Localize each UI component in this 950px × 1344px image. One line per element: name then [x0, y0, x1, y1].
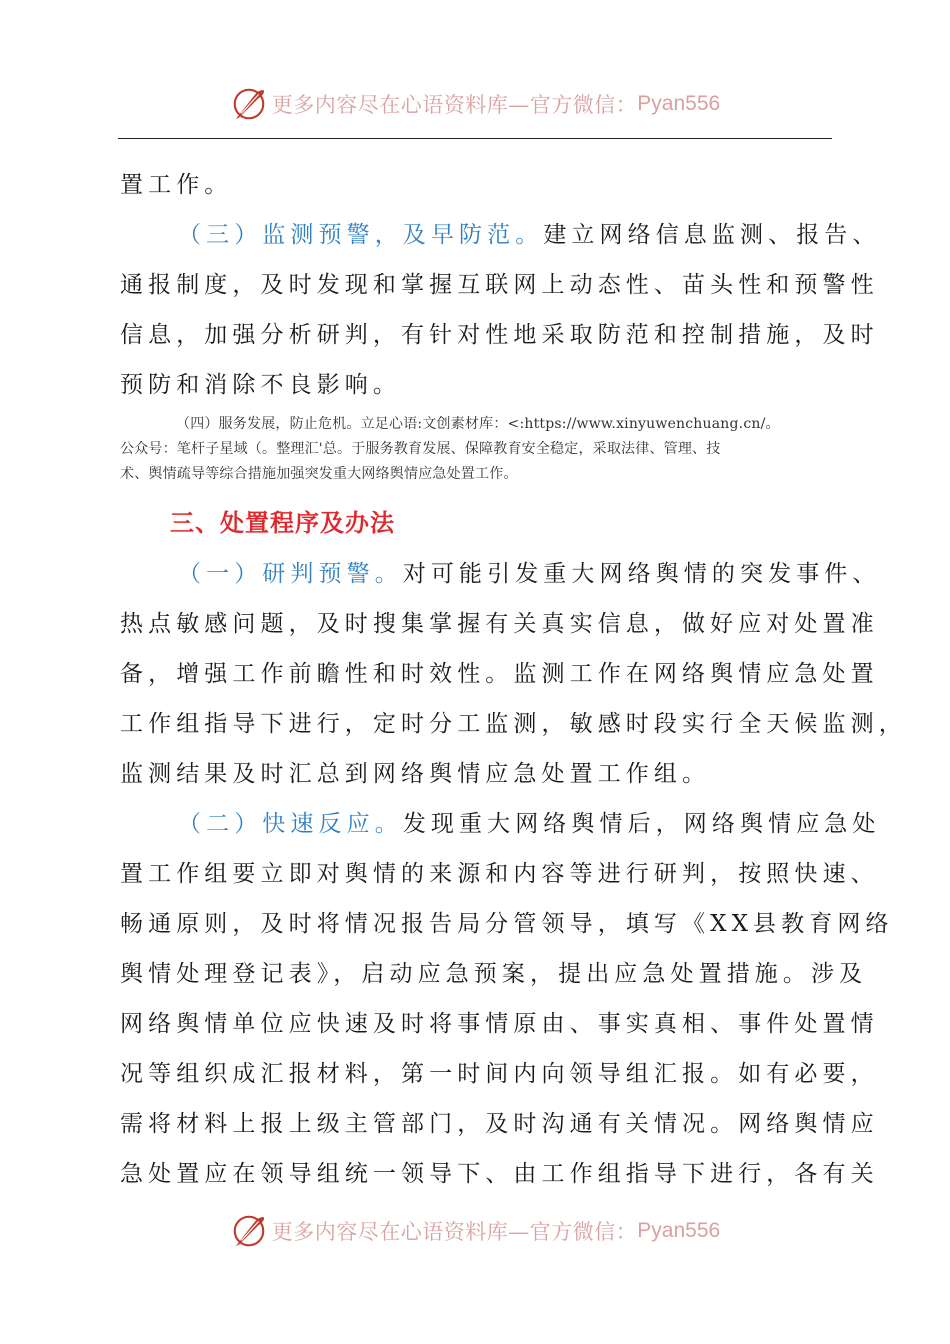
header-divider [118, 138, 832, 139]
paragraph-line: 备，增强工作前瞻性和时效性。监测工作在网络舆情应急处置 [120, 661, 879, 687]
small-print-paragraph [120, 412, 832, 487]
paragraph-line: 畅通原则，及时将情况报告局分管领导，填写《XX县教育网络 [120, 911, 894, 937]
banner-wechat-handle: Pyan556 [637, 92, 721, 115]
banner-text: 更多内容尽在心语资料库—官方微信： [271, 93, 638, 117]
paragraph-line: 置工作。 [120, 172, 233, 198]
paragraph-line: 急处置应在领导组统一领导下、由工作组指导下进行，各有关 [120, 1161, 879, 1187]
paragraph-line: 监测结果及时汇总到网络舆情应急处置工作组。 [120, 761, 711, 787]
paragraph-line: 况等组织成汇报材料，第一时间内向领导组汇报。如有必要， [120, 1061, 879, 1087]
paragraph-line [120, 799, 881, 849]
paragraph-line: 工作组指导下进行，定时分工监测，敏感时段实行全天候监测， [120, 711, 907, 737]
paragraph-line: 通报制度，及时发现和掌握互联网上动态性、苗头性和预警性 [120, 272, 879, 298]
quill-logo-icon [230, 1212, 268, 1250]
paragraph-text: 建立网络信息监测、报告、 [543, 222, 881, 248]
header-banner [0, 84, 950, 124]
small-line: 公众号：笔杆子星域（。整理汇'总。于服务教育发展、保障教育安全稳定，采取法律、管理、技 [120, 441, 721, 457]
subsection-label: （一）研判预警。 [178, 561, 403, 587]
subsection-label: （三）监测预警，及早防范。 [178, 222, 544, 248]
banner-wechat-handle: Pyan556 [637, 1219, 721, 1242]
paragraph-line [120, 549, 881, 599]
paragraph-line: 舆情处理登记表》，启动应急预案，提出应急处置措施。涉及 [120, 961, 868, 987]
paragraph-line: 需将材料上报上级主管部门，及时沟通有关情况。网络舆情应 [120, 1111, 879, 1137]
small-line: （四）服务发展，防止危机。立足心语:文创素材库：<:https://www.xinyuwenchuang.cn/。 [176, 416, 780, 432]
paragraph-line [120, 210, 881, 260]
section-heading: 三、处置程序及办法 [170, 509, 395, 537]
banner-text: 更多内容尽在心语资料库—官方微信： [271, 1220, 638, 1244]
paragraph-line: 信息，加强分析研判，有针对性地采取防范和控制措施，及时 [120, 322, 879, 348]
subsection-label: （二）快速反应。 [178, 811, 403, 837]
paragraph-line: 置工作组要立即对舆情的来源和内容等进行研判，按照快速、 [120, 861, 879, 887]
small-line: 术、舆情疏导等综合措施加强突发重大网络舆情应急处置工作。 [120, 466, 518, 482]
document-body [120, 160, 907, 1199]
paragraph-line: 预防和消除不良影响。 [120, 372, 401, 398]
paragraph-line: 热点敏感问题，及时搜集掌握有关真实信息，做好应对处置准 [120, 611, 879, 637]
paragraph-text: 对可能引发重大网络舆情的突发事件、 [402, 561, 881, 587]
footer-banner [0, 1211, 950, 1251]
paragraph-line: 网络舆情单位应快速及时将事情原由、事实真相、事件处置情 [120, 1011, 879, 1037]
paragraph-text: 发现重大网络舆情后，网络舆情应急处 [402, 811, 881, 837]
quill-logo-icon [230, 85, 268, 123]
